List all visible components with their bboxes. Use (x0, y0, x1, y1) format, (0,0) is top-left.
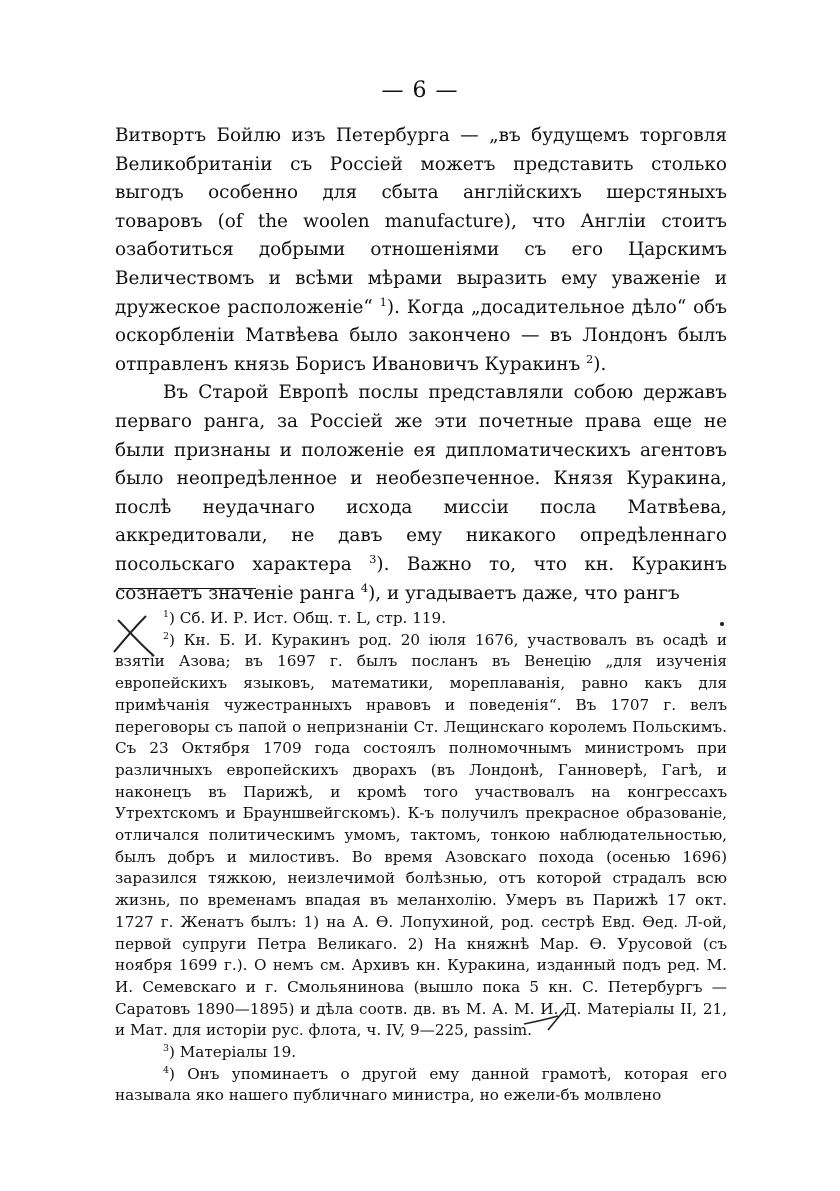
footnote-ref-3: 3 (369, 551, 377, 566)
footnote-text: ) Матеріалы 19. (169, 1043, 297, 1062)
footnote-text: ) Онъ упоминаетъ о другой ему данной грамотѣ, которая его называла яко нашего публичнаго министра, но ежели-бъ молвлено (115, 1064, 727, 1105)
p2-text-end: ), и угадываетъ даже, что рангъ (368, 582, 680, 604)
footnote-text: ) Кн. Б. И. Куракинъ род. 20 іюля 1676, участвовалъ въ осадѣ и взятіи Азова; въ 1697 г. былъ посланъ въ Венецію „для изученія европейскихъ языковъ, математики, мореплаванія, равно какъ для примѣчанія чужестранныхъ нравовъ и поведенія“. Въ 1707 г. велъ переговоры съ папой о непризнаніи Ст. Лещинскаго королемъ Польскимъ. Съ 23 Октября 1709 года состоялъ полномочнымъ министромъ при различныхъ европейскихъ дворахъ (въ Лондонѣ, Ганноверѣ, Гагѣ, и наконецъ въ Парижѣ, и кромѣ того участвовалъ на конгрессахъ Утрехтскомъ и Брауншвейгскомъ). К-ъ получилъ прекрасное образованіе, отличался политическимъ умомъ, тактомъ, тонкою наблюдательностью, былъ добръ и милостивъ. Во время Азовскаго похода (осенью 1696) заразился тяжкою, неизлечимой болѣзнью, отъ которой страдалъ всю жизнь, по временамъ впадая въ меланхолію. Умеръ въ Парижѣ 17 окт. 1727 г. Женатъ былъ: 1) на А. Ѳ. Лопухиной, род. сестрѣ Евд. Ѳед. Л-ой, первой супруги Петра Великаго. 2) На княжнѣ Мар. Ѳ. Урусовой (съ ноября 1699 г.). О немъ см. Архивъ кн. Куракина, изданный подъ ред. М. И. Семевскаго и г. Смольянинова (вышло пока 5 кн. С. Петербургъ — Саратовъ 1890—1895) и дѣла соотв. дв. въ М. А. М. И. Д. Матеріалы II, 21, и Мат. для исторіи рус. флота, ч. IV, 9—225, passim. (115, 630, 727, 1040)
p1-text-middle: ). Когда „досадительное дѣло“ объ оскорбленіи Матвѣева было закончено — въ Лондонъ былъ отправленъ князь Борисъ Ивановичъ Куракинъ (115, 296, 727, 375)
main-text (115, 122, 727, 608)
paragraph-2 (115, 379, 727, 608)
footnote-1 (115, 608, 727, 630)
footnote-number: 3 (163, 1043, 169, 1054)
footnote-ref-4: 4 (360, 580, 369, 595)
footnote-text: ) Сб. И. Р. Ист. Общ. т. L, стр. 119. (169, 609, 447, 627)
page-number: — 6 — (381, 78, 459, 103)
footnote-2 (115, 630, 727, 1042)
footnote-ref-1: 1 (379, 294, 387, 309)
paragraph-1 (115, 122, 727, 379)
p1-text-start: Витвортъ Бойлю изъ Петербурга — „въ будущемъ торговля Великобританіи съ Россіей можетъ представить столько выгодъ особенно для сбыта англійскихъ шерстяныхъ товаровъ (of the woolen manufacture), что Англіи стоитъ озаботиться добрыми отношеніями съ его Царскимъ Величествомъ и всѣми мѣрами выразить ему уваженіе и дружеское расположеніе“ (115, 125, 727, 318)
footnote-4 (115, 1064, 727, 1107)
footnote-ref-2: 2 (586, 351, 594, 366)
p1-text-end: ). (593, 353, 607, 375)
footnote-divider (118, 588, 256, 589)
footnote-number: 1 (163, 608, 169, 620)
p2-text-middle: ). Важно то, что кн. Куракинъ сознаетъ значеніе ранга (115, 553, 727, 604)
footnote-3 (115, 1042, 727, 1064)
footnote-number: 4 (163, 1064, 169, 1076)
footnote-number: 2 (163, 630, 169, 642)
p2-text-start: Въ Старой Европѣ послы представляли собою державъ перваго ранга, за Россіей же эти почетные права еще не были признаны и положеніе ея дипломатическихъ агентовъ было неопредѣленное и необезпеченное. Князя Куракина, послѣ неудачнаго исхода миссіи посла Матвѣева, аккредитовали, не давъ ему никакого опредѣленнаго посольскаго характера (115, 382, 727, 575)
footnotes (115, 608, 727, 1107)
